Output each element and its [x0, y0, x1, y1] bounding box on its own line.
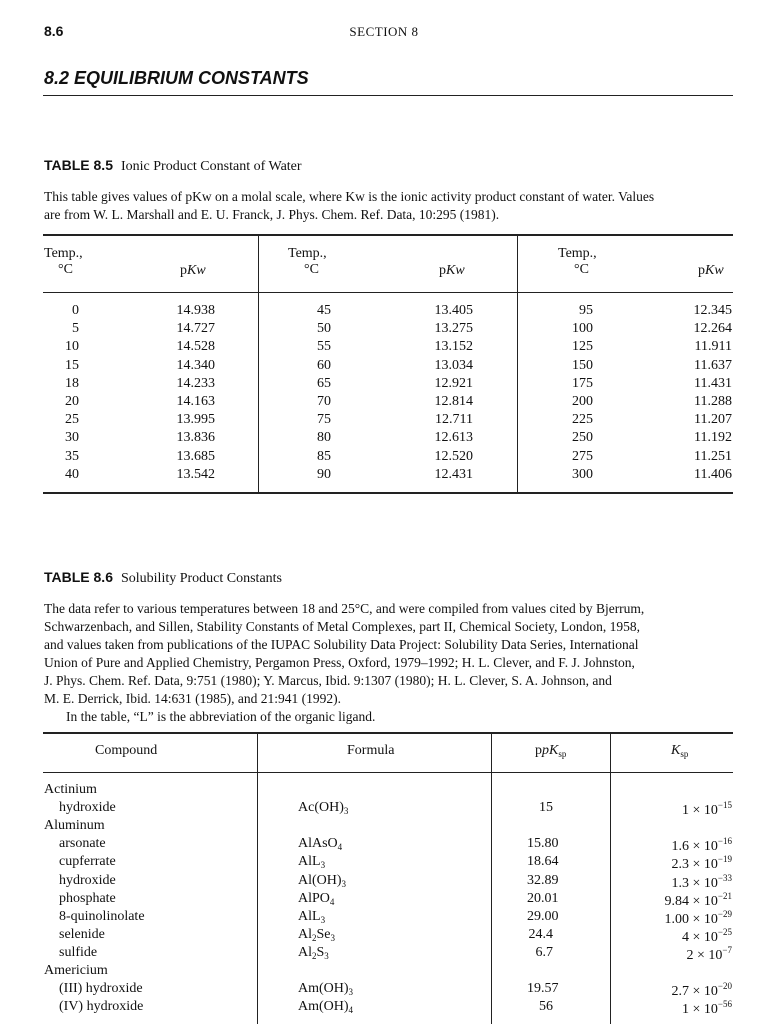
table-row — [43, 873, 733, 891]
temp-header — [558, 246, 597, 278]
ksp-cell: $2.7 \times 10^{-20}$ — [671, 981, 732, 1000]
description-line: Union of Pure and Applied Chemistry, Pergamon Press, Oxford, 1979–1992; H. L. Clever, and F. J. Johnston, — [44, 655, 635, 670]
table-row — [43, 981, 733, 999]
pkw-header: pKw — [698, 263, 724, 278]
table-row — [43, 800, 733, 818]
formula-cell: AlAsO$_4$ — [298, 836, 343, 853]
compound-name: sulfide — [59, 944, 98, 960]
temp-header-unit: °C — [574, 262, 589, 277]
temperature-cell: 275 — [572, 448, 593, 464]
pkw-cell: 11.251 — [694, 448, 732, 464]
pksp-header: ppK$_{sp}$ — [535, 743, 567, 759]
pkw-cell: 14.163 — [176, 394, 215, 410]
pkw-cell: 11.406 — [694, 466, 732, 482]
formula-cell: $Am(OH)_4$ — [298, 999, 354, 1016]
temperature-cell: 40 — [65, 466, 79, 482]
pkw-cell: 12.814 — [434, 394, 473, 410]
table-8-6-title: Solubility Product Constants — [120, 571, 282, 586]
ksp-cell: $2 \times 10^{-7}$ — [686, 944, 732, 963]
formula-cell: AlL$_3$ — [298, 908, 326, 925]
pksp-cell: 24.4 — [528, 926, 553, 942]
temperature-cell: 250 — [572, 430, 593, 446]
pkw-cell: 11.911 — [694, 339, 732, 355]
pksp-cell: 19.57 — [527, 981, 559, 997]
compound-name: (IV) hydroxide — [59, 999, 144, 1015]
pkw-cell: 11.192 — [694, 430, 732, 446]
pksp-cell: 20.01 — [527, 890, 559, 906]
temperature-cell: 5 — [72, 321, 79, 337]
temperature-cell: 150 — [572, 357, 593, 373]
column-divider — [257, 734, 258, 772]
temp-column-1 — [43, 302, 79, 484]
pkw-cell: 13.685 — [176, 448, 215, 464]
compound-name: selenide — [59, 926, 105, 942]
description-line: The data refer to various temperatures between 18 and 25°C, and were compiled from values cited by Bjerrum, — [44, 601, 645, 616]
column-divider — [491, 734, 492, 772]
pkw-cell: 11.637 — [694, 357, 732, 373]
pkw-cell: 11.431 — [694, 375, 732, 391]
temp-header — [44, 246, 83, 278]
temperature-cell: 300 — [572, 466, 593, 482]
pkw-cell: 14.528 — [176, 339, 215, 355]
temperature-cell: 20 — [65, 394, 79, 410]
temperature-cell: 45 — [317, 303, 331, 318]
section-title: 8.2 EQUILIBRIUM CONSTANTS — [44, 68, 309, 88]
pkw-cell: 13.995 — [176, 412, 215, 428]
temperature-cell: 15 — [65, 357, 79, 373]
table-row — [43, 999, 733, 1017]
temperature-cell: 80 — [317, 430, 331, 446]
pksp-cell: 18.64 — [527, 854, 559, 870]
element-group-name: Aluminum — [44, 818, 105, 834]
temperature-cell: 10 — [65, 339, 79, 355]
element-group-name: Actinium — [44, 782, 97, 797]
table-row — [43, 945, 733, 963]
table-8-5-description — [44, 188, 733, 224]
pksp-cell: 56 — [539, 999, 553, 1015]
temp-header-unit: °C — [304, 262, 319, 277]
temperature-cell: 60 — [317, 357, 331, 373]
ligand-note: In the table, “L” is the abbreviation of the organic ligand. — [66, 709, 376, 724]
formula-cell: $Am(OH)_3$ — [298, 981, 354, 998]
pkw-cell: 13.542 — [176, 466, 215, 482]
ksp-cell: $2.3 \times 10^{-19}$ — [671, 854, 732, 873]
table-row — [43, 818, 733, 836]
compound-name: arsonate — [59, 836, 106, 852]
pksp-cell: 6.7 — [535, 944, 553, 960]
table-row — [43, 782, 733, 800]
compound-header: Compound — [95, 743, 158, 758]
pkw-cell: 14.233 — [176, 375, 215, 391]
pkw-cell: 11.288 — [694, 394, 732, 410]
pkw-cell: 13.836 — [176, 430, 215, 446]
column-divider — [517, 293, 518, 493]
temperature-cell: 225 — [572, 412, 593, 428]
pkw-cell: 14.938 — [176, 303, 215, 318]
table-8-6-description — [44, 600, 733, 726]
running-head: SECTION 8 — [349, 24, 419, 39]
pkw-cell: 12.711 — [435, 412, 473, 428]
temperature-cell: 85 — [317, 448, 331, 464]
pkw-cell: 14.727 — [176, 321, 215, 337]
pkw-column-2 — [421, 302, 473, 484]
temperature-cell: 100 — [572, 321, 593, 337]
pksp-cell: 15 — [539, 800, 553, 816]
column-divider — [258, 293, 259, 493]
pkw-cell: 12.345 — [693, 303, 732, 318]
temp-header-label: Temp., — [288, 246, 327, 261]
temperature-cell: 70 — [317, 394, 331, 410]
table-row — [43, 927, 733, 945]
column-divider — [258, 236, 259, 292]
compound-name: (III) hydroxide — [59, 981, 143, 997]
temp-header-label: Temp., — [558, 246, 597, 261]
temperature-cell: 200 — [572, 394, 593, 410]
page-number: 8.6 — [44, 23, 64, 39]
temperature-cell: 125 — [572, 339, 593, 355]
table-row — [43, 836, 733, 854]
temperature-cell: 55 — [317, 339, 331, 355]
formula-cell: $Ac(OH)_3$ — [298, 800, 349, 817]
pkw-header: pKw — [439, 263, 465, 278]
compound-name: 8-quinolinolate — [59, 908, 145, 924]
compound-name: phosphate — [59, 890, 116, 906]
compound-name: cupferrate — [59, 854, 116, 870]
ksp-cell: $4 \times 10^{-25}$ — [682, 926, 732, 945]
temperature-cell: 30 — [65, 430, 79, 446]
description-line: are from W. L. Marshall and E. U. Franck, J. Phys. Chem. Ref. Data, 10:295 (1981). — [44, 207, 500, 222]
temperature-cell: 18 — [65, 375, 79, 391]
temperature-cell: 75 — [317, 412, 331, 428]
table-8-5-bottom-rule — [43, 492, 733, 494]
temperature-cell: 65 — [317, 375, 331, 391]
table-8-6-label: TABLE 8.6 — [44, 569, 113, 585]
temperature-cell: 35 — [65, 448, 79, 464]
pkw-cell: 14.340 — [176, 357, 215, 373]
ksp-cell: $1.3 \times 10^{-33}$ — [671, 872, 732, 891]
ksp-header: $K_{sp}$ — [671, 743, 689, 759]
pkw-cell: 12.264 — [693, 321, 732, 337]
temperature-cell: 0 — [72, 303, 79, 318]
compound-name: hydroxide — [59, 800, 116, 816]
description-line: This table gives values of pKw on a molal scale, where Kw is the ionic activity product constant of water. Values — [44, 189, 655, 204]
compound-name: hydroxide — [59, 872, 116, 888]
description-line: Schwarzenbach, and Sillen, Stability Constants of Metal Complexes, part II, Chemical Society, London, 1958, — [44, 619, 641, 634]
temp-column-2 — [303, 302, 331, 484]
table-8-6-header — [43, 734, 733, 772]
description-line: M. E. Derrick, Ibid. 14:631 (1985), and 21:941 (1992). — [44, 691, 341, 706]
description-line: J. Phys. Chem. Ref. Data, 9:751 (1980); Y. Marcus, Ibid. 9:1307 (1980); H. L. Clever, S. A. Johnson, and — [44, 673, 612, 688]
temp-header — [288, 246, 327, 278]
table-8-6-caption — [44, 569, 282, 587]
column-divider — [517, 236, 518, 292]
pkw-cell: 13.405 — [434, 303, 473, 318]
table-row — [43, 909, 733, 927]
table-8-5-body — [43, 293, 733, 493]
table-8-5-caption — [44, 157, 302, 175]
table-row — [43, 891, 733, 909]
pkw-cell: 11.207 — [694, 412, 732, 428]
pkw-cell: 12.613 — [434, 430, 473, 446]
temp-column-3 — [563, 302, 593, 484]
temp-header-unit: °C — [58, 262, 73, 277]
table-row — [43, 854, 733, 872]
pkw-cell: 12.921 — [434, 375, 473, 391]
pkw-header: pKw — [180, 263, 206, 278]
temperature-cell: 95 — [579, 303, 593, 318]
pkw-cell: 12.520 — [434, 448, 473, 464]
pksp-cell: 29.00 — [527, 908, 559, 924]
formula-cell: AlL$_3$ — [298, 854, 326, 871]
formula-header: Formula — [347, 743, 395, 758]
ksp-cell: $1 \times 10^{-15}$ — [682, 800, 732, 819]
pkw-column-3 — [680, 302, 732, 484]
formula-cell: $Al_2S_3$ — [298, 944, 329, 961]
column-divider — [610, 734, 611, 772]
pkw-cell: 13.034 — [434, 357, 473, 373]
temperature-cell: 90 — [317, 466, 331, 482]
table-8-5-label: TABLE 8.5 — [44, 157, 113, 173]
table-8-5-title: Ionic Product Constant of Water — [120, 159, 302, 174]
temperature-cell: 25 — [65, 412, 79, 428]
formula-cell: $Al_2Se_3$ — [298, 926, 335, 943]
pksp-cell: 32.89 — [527, 872, 559, 888]
ksp-cell: $9.84 \times 10^{-21}$ — [664, 890, 732, 909]
temperature-cell: 175 — [572, 375, 593, 391]
table-8-5-header — [43, 236, 733, 292]
section-rule — [43, 95, 733, 96]
pksp-cell: 15.80 — [527, 836, 559, 852]
pkw-cell: 13.152 — [434, 339, 473, 355]
element-group-name: Americium — [44, 963, 108, 978]
formula-cell: $Al(OH)_3$ — [298, 872, 347, 889]
ksp-cell: $1.6 \times 10^{-16}$ — [671, 836, 732, 855]
temp-header-label: Temp., — [44, 246, 83, 261]
pkw-cell: 13.275 — [434, 321, 473, 337]
formula-cell: AlPO$_4$ — [298, 890, 335, 907]
ksp-cell: $1 \times 10^{-56}$ — [682, 999, 732, 1018]
pkw-column-1 — [163, 302, 215, 484]
description-line: and values taken from publications of the IUPAC Solubility Data Project: Solubility Data Series, International — [44, 637, 639, 652]
pkw-cell: 12.431 — [434, 466, 473, 482]
temperature-cell: 50 — [317, 321, 331, 337]
table-row — [43, 963, 733, 981]
ksp-cell: $1.00 \times 10^{-29}$ — [664, 908, 732, 927]
